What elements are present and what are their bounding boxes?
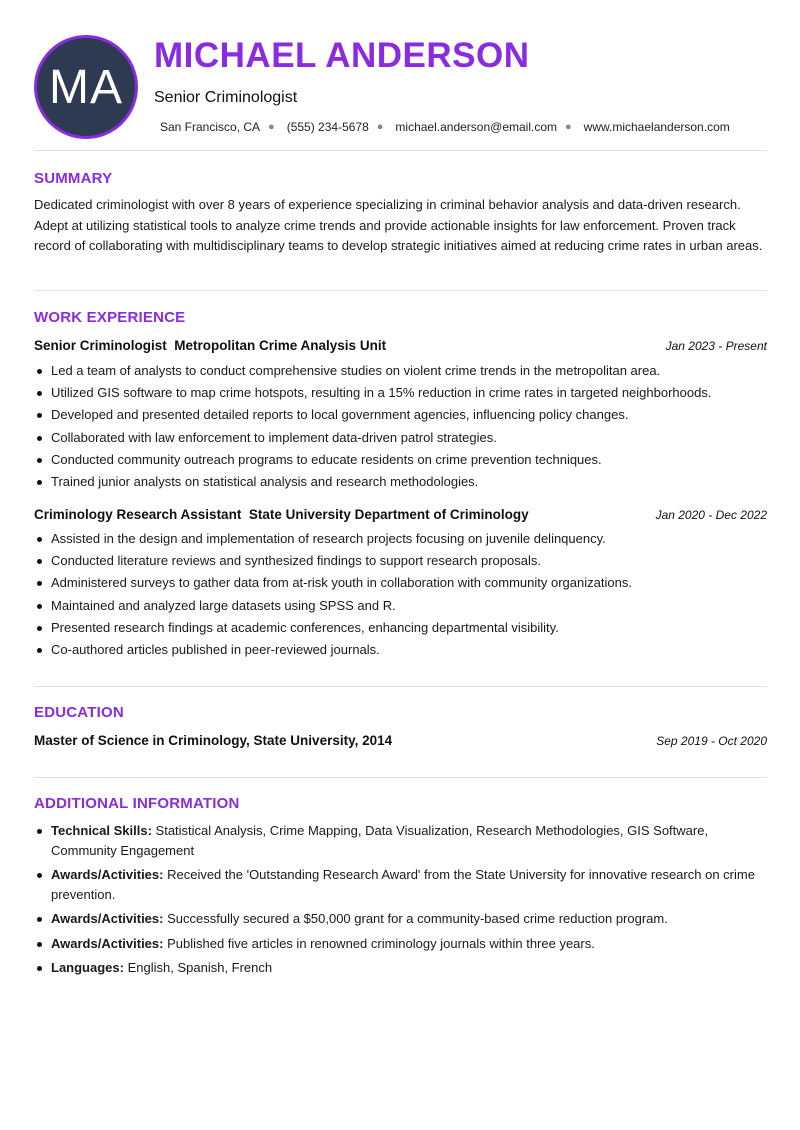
summary-text: Dedicated criminologist with over 8 years of experience specializing in criminal behavior analysis and data-driven research. Adept at utilizing statistical tools to analyze crime trends and provide actionable insights for law enforcement. Proven track record of collaborating with multidisciplinary teams to develop strategic initiatives aimed at reducing crime rates in urban areas. xyxy=(34,197,763,253)
list-item: Presented research findings at academic conferences, enhancing departmental visibility. xyxy=(34,617,774,639)
list-item: Conducted literature reviews and synthesized findings to support research proposals. xyxy=(34,550,774,572)
avatar-initials: MA xyxy=(49,60,123,114)
additional-heading: ADDITIONAL INFORMATION xyxy=(34,795,240,812)
job-organization: State University Department of Criminology xyxy=(248,507,529,522)
summary-heading: SUMMARY xyxy=(34,170,113,187)
avatar xyxy=(34,35,138,139)
list-item xyxy=(34,958,774,978)
list-item: Utilized GIS software to map crime hotspots, resulting in a 15% reduction in crime rates in targeted neighborhoods. xyxy=(34,382,774,404)
job-role-title: Senior Criminologist xyxy=(34,338,167,353)
job-dates: Jan 2023 - Present xyxy=(665,339,767,353)
job-role-title: Criminology Research Assistant xyxy=(34,507,242,522)
item-text: Published five articles in renowned criminology journals within three years. xyxy=(167,935,595,951)
job-bullet-list xyxy=(34,528,774,661)
list-item: Co-authored articles published in peer-reviewed journals. xyxy=(34,639,774,661)
job-header xyxy=(34,338,767,353)
list-item: Developed and presented detailed reports to local government agencies, influencing policy changes. xyxy=(34,404,774,426)
item-text: Successfully secured a $50,000 grant for a community-based crime reduction program. xyxy=(167,911,668,926)
list-item: Conducted community outreach programs to educate residents on crime prevention techniques. xyxy=(34,449,774,471)
item-label: Awards/Activities: xyxy=(51,867,164,882)
separator-dot-icon: ● xyxy=(268,121,275,133)
list-item xyxy=(34,934,774,954)
divider xyxy=(34,150,767,151)
divider xyxy=(34,686,767,687)
item-label: Languages: xyxy=(51,960,124,975)
list-item: Assisted in the design and implementation of research projects focusing on juvenile delinquency. xyxy=(34,528,774,550)
separator-dot-icon: ● xyxy=(376,121,384,133)
separator-dot-icon: ● xyxy=(565,121,572,133)
item-text: Statistical Analysis, Crime Mapping, Data Visualization, Research Methodologies, GIS Software, Community Engagement xyxy=(51,823,709,858)
education-degree: Master of Science in Criminology, State University, 2014 xyxy=(34,733,393,748)
education-entry xyxy=(34,733,767,748)
education-dates: Sep 2019 - Oct 2020 xyxy=(656,734,767,748)
job-header xyxy=(34,507,767,522)
list-item xyxy=(34,821,774,860)
item-label: Awards/Activities: xyxy=(51,935,164,951)
job-dates: Jan 2020 - Dec 2022 xyxy=(655,508,767,522)
list-item xyxy=(34,909,774,929)
divider xyxy=(34,290,767,291)
contact-website[interactable]: www.michaelanderson.com xyxy=(583,120,730,134)
item-text: English, Spanish, French xyxy=(127,960,273,975)
additional-list xyxy=(34,821,774,983)
list-item: Maintained and analyzed large datasets using SPSS and R. xyxy=(34,595,774,617)
job-bullet-list xyxy=(34,360,774,493)
list-item xyxy=(34,865,774,904)
list-item: Collaborated with law enforcement to implement data-driven patrol strategies. xyxy=(34,427,774,449)
contact-bar xyxy=(160,120,730,134)
divider xyxy=(34,777,767,778)
job-title: Senior Criminologist xyxy=(154,89,298,106)
contact-location: San Francisco, CA xyxy=(160,120,261,134)
experience-heading: WORK EXPERIENCE xyxy=(34,309,186,326)
contact-email[interactable]: michael.anderson@email.com xyxy=(395,120,558,134)
candidate-name: MICHAEL ANDERSON xyxy=(154,36,530,75)
education-heading: EDUCATION xyxy=(34,704,124,721)
job-organization: Metropolitan Crime Analysis Unit xyxy=(174,338,387,353)
job-role xyxy=(34,338,386,353)
job-role xyxy=(34,507,529,522)
contact-phone: (555) 234-5678 xyxy=(286,120,369,134)
item-text: Received the 'Outstanding Research Award' from the State University for innovative research on crime prevention. xyxy=(51,867,755,902)
list-item: Led a team of analysts to conduct comprehensive studies on violent crime trends in the metropolitan area. xyxy=(34,360,774,382)
item-label: Awards/Activities: xyxy=(51,911,164,926)
item-label: Technical Skills: xyxy=(51,823,152,838)
list-item: Administered surveys to gather data from at-risk youth in collaboration with community organizations. xyxy=(34,572,774,594)
list-item: Trained junior analysts on statistical analysis and research methodologies. xyxy=(34,471,774,493)
